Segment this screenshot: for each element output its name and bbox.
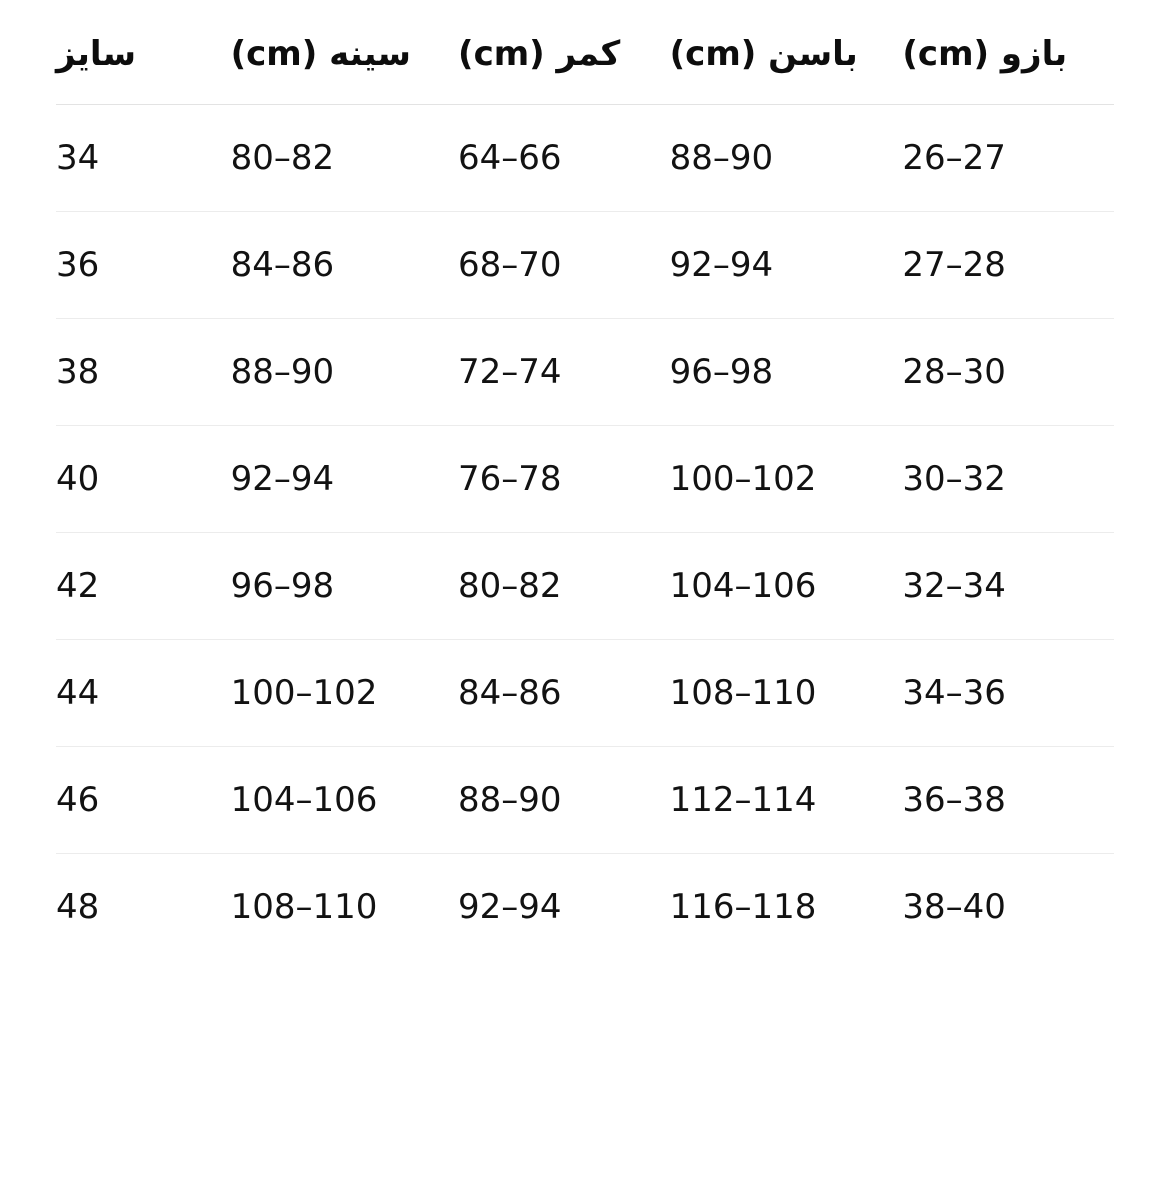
cell-chest: 108–110 <box>230 887 378 927</box>
cell-arm: 38–40 <box>902 887 1006 927</box>
table-row <box>56 426 1114 533</box>
cell-size: 38 <box>56 319 231 426</box>
cell-waist: 64–66 <box>458 105 670 212</box>
table-row <box>56 640 1114 747</box>
cell-arm: 30–32 <box>902 426 1114 533</box>
column-header-size <box>56 0 231 105</box>
cell-hip: 88–90 <box>670 105 903 212</box>
table-body <box>56 105 1114 961</box>
cell-size: 34 <box>56 105 231 212</box>
table-row <box>56 854 1114 961</box>
cell-hip: 116–118 <box>669 887 817 927</box>
cell-waist: 76–78 <box>458 426 670 533</box>
cell-chest: 92–94 <box>231 426 458 533</box>
column-header-chest-label: سینه (cm) <box>230 34 411 74</box>
column-header-arm <box>902 0 1114 105</box>
column-header-size-label: سایز <box>56 34 137 74</box>
table-row <box>56 319 1114 426</box>
table-row <box>56 533 1114 640</box>
cell-size: 44 <box>56 640 231 747</box>
table-header <box>56 0 1114 105</box>
size-chart-table <box>56 0 1114 960</box>
cell-hip: 112–114 <box>670 747 903 854</box>
cell-chest: 96–98 <box>231 533 458 640</box>
cell-hip: 100–102 <box>670 426 903 533</box>
cell-hip: 104–106 <box>670 533 903 640</box>
column-header-arm-label: بازو (cm) <box>902 34 1068 74</box>
cell-size: 48 <box>56 887 100 927</box>
cell-chest: 100–102 <box>231 640 458 747</box>
cell-waist: 68–70 <box>458 212 670 319</box>
cell-chest: 84–86 <box>231 212 458 319</box>
cell-arm: 34–36 <box>902 640 1114 747</box>
table-row <box>56 747 1114 854</box>
cell-size: 36 <box>56 212 231 319</box>
header-row <box>56 0 1114 105</box>
cell-waist: 84–86 <box>458 640 670 747</box>
cell-arm: 32–34 <box>902 533 1114 640</box>
cell-chest: 88–90 <box>231 319 458 426</box>
cell-arm: 28–30 <box>902 319 1114 426</box>
table-row <box>56 212 1114 319</box>
column-header-waist <box>458 0 670 105</box>
cell-arm: 27–28 <box>902 212 1114 319</box>
column-header-hip <box>670 0 903 105</box>
column-header-waist-label: کمر (cm) <box>458 34 621 74</box>
cell-size: 46 <box>56 747 231 854</box>
column-header-chest <box>231 0 458 105</box>
cell-waist: 72–74 <box>458 319 670 426</box>
cell-waist: 88–90 <box>458 747 670 854</box>
cell-waist: 92–94 <box>458 887 562 927</box>
cell-size: 42 <box>56 533 231 640</box>
cell-size: 40 <box>56 426 231 533</box>
cell-hip: 92–94 <box>670 212 903 319</box>
cell-waist: 80–82 <box>458 533 670 640</box>
column-header-hip-label: باسن (cm) <box>669 34 858 74</box>
cell-arm: 36–38 <box>902 747 1114 854</box>
cell-hip: 96–98 <box>670 319 903 426</box>
cell-hip: 108–110 <box>670 640 903 747</box>
cell-chest: 80–82 <box>231 105 458 212</box>
table-row <box>56 105 1114 212</box>
cell-chest: 104–106 <box>231 747 458 854</box>
cell-arm: 26–27 <box>902 105 1114 212</box>
